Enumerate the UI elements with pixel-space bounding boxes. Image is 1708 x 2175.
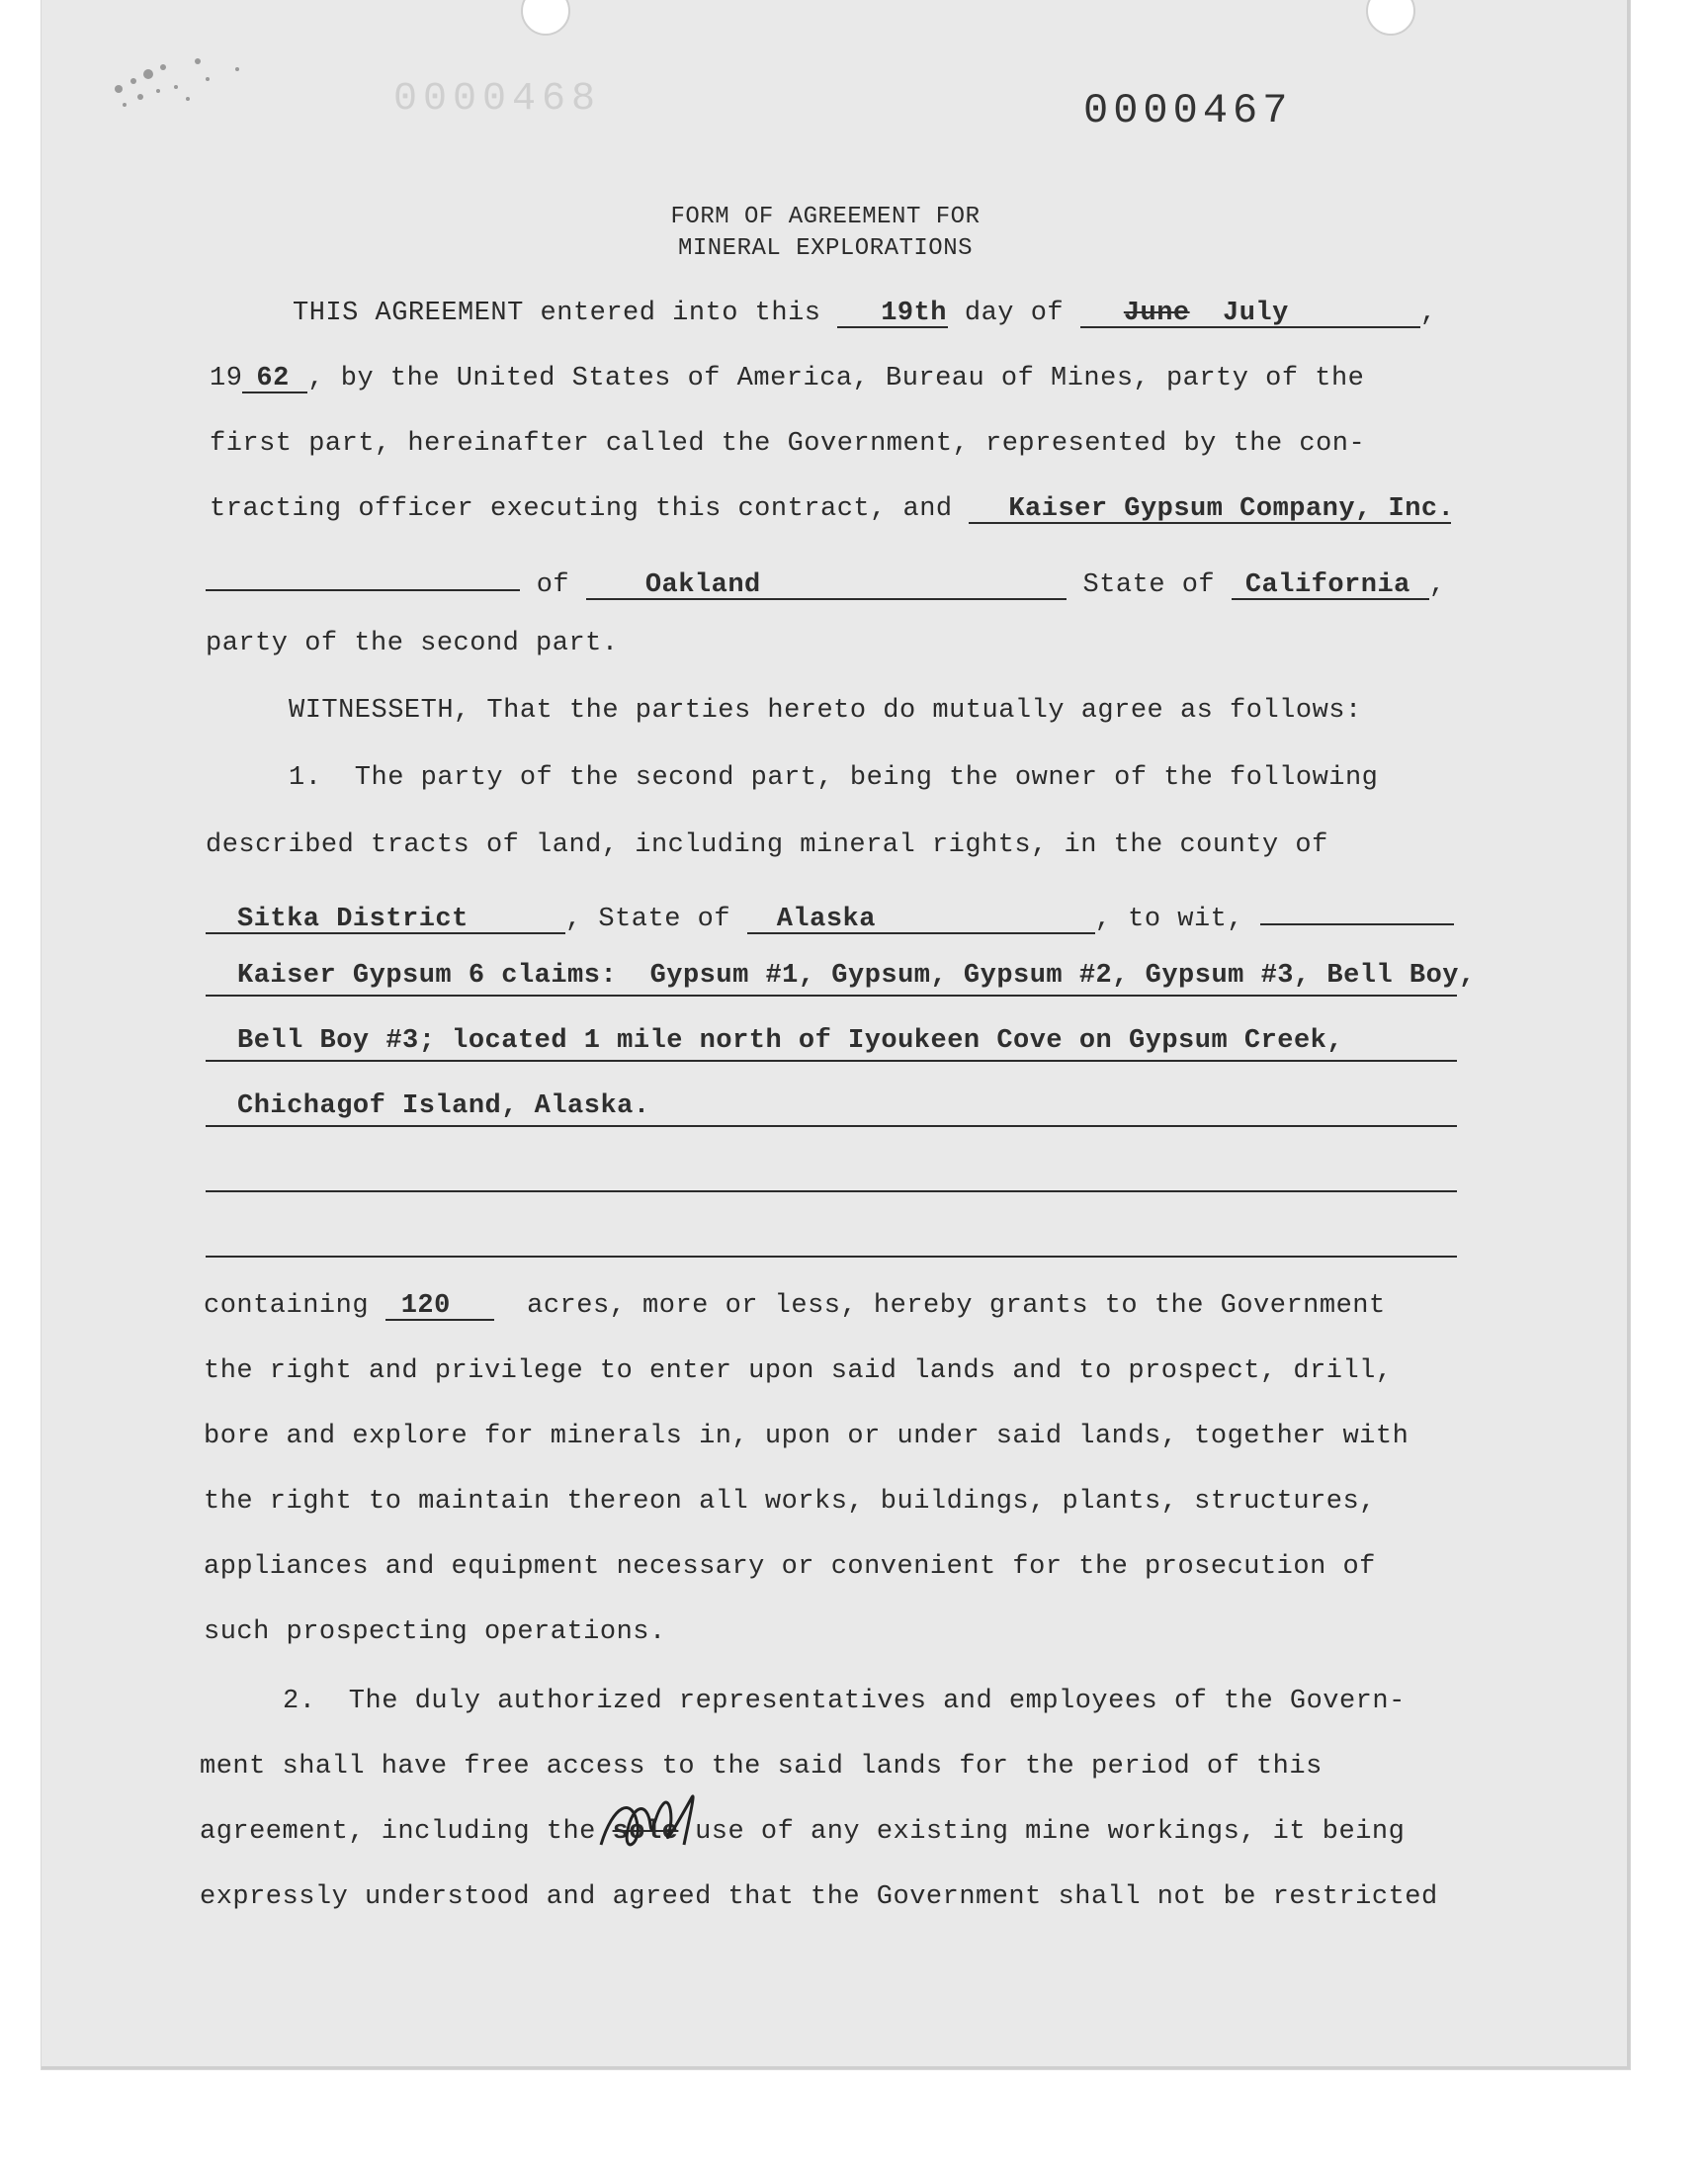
- company-field: [969, 494, 1455, 524]
- body-line: bore and explore for minerals in, upon or under said lands, together with: [204, 1422, 1409, 1451]
- county-state-field: [747, 905, 1095, 934]
- acres-field: [385, 1291, 494, 1321]
- text: of: [520, 570, 586, 600]
- body-line: appliances and equipment necessary or convenient for the prosecution of: [204, 1552, 1376, 1582]
- struck-month: June: [1123, 299, 1190, 328]
- day-field: [837, 299, 948, 328]
- day-value: 19th: [881, 299, 947, 328]
- clause-1-line: 1. The party of the second part, being the owner of the following: [289, 763, 1379, 793]
- tract-rule: [206, 1190, 1457, 1192]
- body-line: the right to maintain thereon all works, buildings, plants, structures,: [204, 1487, 1376, 1517]
- year-line: [210, 364, 1364, 393]
- contractor-line: [210, 494, 1455, 524]
- tract-rule: [206, 1125, 1457, 1127]
- blank-field: [206, 562, 520, 591]
- city-value: Oakland: [644, 570, 761, 600]
- month-value: July: [1223, 299, 1289, 328]
- county-state-value: Alaska: [776, 905, 876, 934]
- tract-rule: [206, 1060, 1457, 1062]
- text: acres, more or less, hereby grants to the Government: [493, 1291, 1386, 1321]
- text: agreement, including the: [200, 1817, 613, 1847]
- text: THIS AGREEMENT entered into this: [293, 299, 838, 328]
- county-value: Sitka District: [237, 905, 469, 934]
- document-number: 0000467: [1083, 87, 1293, 134]
- state-field: [1232, 570, 1429, 600]
- tract-line-3: Chichagof Island, Alaska.: [237, 1091, 650, 1121]
- city-field: [586, 570, 1067, 600]
- text: , by the United States of America, Bureau of Mines, party of the: [307, 364, 1365, 393]
- bleed-through-number: 0000468: [393, 77, 602, 122]
- text: containing: [204, 1291, 385, 1321]
- tract-line-1: Kaiser Gypsum 6 claims: Gypsum #1, Gypsum, Gypsum #2, Gypsum #3, Bell Boy,: [237, 961, 1476, 991]
- ink-smudge: [89, 40, 257, 129]
- body-line: ment shall have free access to the said lands for the period of this: [200, 1752, 1323, 1782]
- body-line: such prospecting operations.: [204, 1617, 666, 1647]
- text: 19: [210, 364, 243, 393]
- tract-rule: [206, 1256, 1457, 1258]
- state-value: California: [1244, 570, 1410, 600]
- punch-hole: [1366, 0, 1415, 36]
- blank-field: [1260, 896, 1454, 925]
- punch-hole: [521, 0, 570, 36]
- location-line: [206, 562, 1446, 600]
- text: State of: [1066, 570, 1232, 600]
- body-line: party of the second part.: [206, 629, 619, 658]
- county-line: [206, 896, 1454, 934]
- text: ,: [1428, 570, 1446, 600]
- text: day of: [948, 299, 1080, 328]
- agreement-date-line: [293, 299, 1437, 328]
- text: tracting officer executing this contract, and: [210, 494, 970, 524]
- clause-2-line: 2. The duly authorized representatives and employees of the Govern-: [283, 1687, 1406, 1716]
- acreage-line: [204, 1291, 1386, 1321]
- body-line: described tracts of land, including mineral rights, in the county of: [206, 830, 1328, 860]
- body-line: the right and privilege to enter upon said lands and to prospect, drill,: [204, 1356, 1393, 1386]
- tract-line-2: Bell Boy #3; located 1 mile north of Iyoukeen Cove on Gypsum Creek,: [237, 1026, 1344, 1056]
- company-value: Kaiser Gypsum Company, Inc.: [1008, 494, 1455, 524]
- text: ,: [1419, 299, 1437, 328]
- handwritten-initials: [593, 1776, 712, 1865]
- year-value: 62: [256, 364, 290, 393]
- body-line: expressly understood and agreed that the Government shall not be restricted: [200, 1882, 1438, 1912]
- title-line-1: FORM OF AGREEMENT FOR: [670, 204, 981, 230]
- text: , to wit,: [1094, 905, 1244, 934]
- text: use of any existing mine workings, it being: [678, 1817, 1406, 1847]
- county-field: [206, 905, 565, 934]
- title-line-2: MINERAL EXPLORATIONS: [677, 235, 974, 262]
- struck-word: sole: [612, 1817, 679, 1847]
- tract-rule: [206, 995, 1457, 997]
- acres-value: 120: [400, 1291, 451, 1321]
- witnesseth-line: WITNESSETH, That the parties hereto do mutually agree as follows:: [289, 696, 1362, 726]
- year-field: [242, 364, 307, 393]
- text: , State of: [565, 905, 747, 934]
- body-line: [200, 1817, 1405, 1847]
- month-field: [1080, 299, 1420, 328]
- body-line: first part, hereinafter called the Government, represented by the con-: [210, 429, 1366, 459]
